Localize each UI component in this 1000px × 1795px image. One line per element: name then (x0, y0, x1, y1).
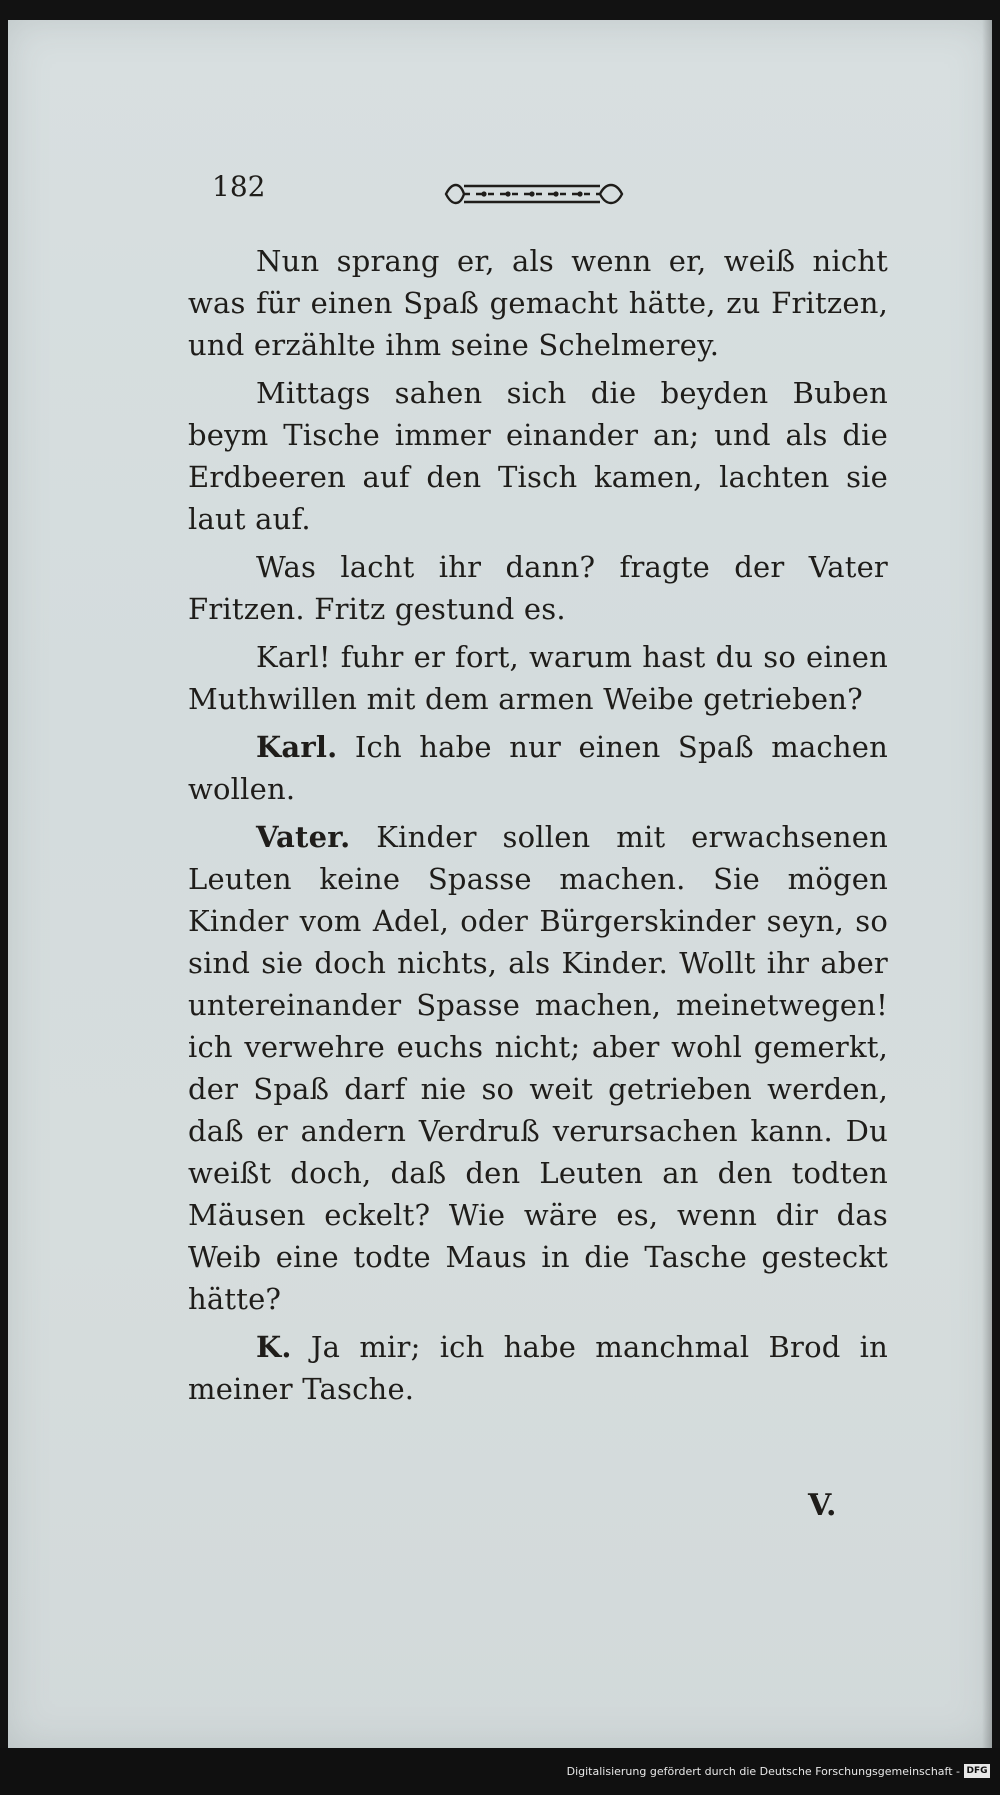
paragraph-text: Ja mir; ich habe manchmal Brod in meiner Tasche. (188, 1330, 888, 1406)
paragraph-text: Karl! fuhr er fort, warum hast du so einen Muthwillen mit dem armen Weibe getrieben? (188, 640, 888, 716)
dfg-logo: DFG (964, 1764, 990, 1778)
paragraph (188, 636, 888, 720)
paragraph-text: Kinder sollen mit erwachsenen Leuten keine Spasse machen. Sie mögen Kinder vom Adel, oder Bürgerskinder seyn, so sind sie doch nichts, als Kinder. Wollt ihr aber untereinander Spasse machen, meinetwegen! ich verwehre euchs nicht; aber wohl gemerkt, der Spaß darf nie so weit getrieben werden, daß er andern Verdruß verursachen kann. Du weißt doch, daß den Leuten an den todten Mäusen eckelt? Wie wäre es, wenn dir das Weib eine todte Maus in die Tasche gesteckt hätte? (188, 820, 888, 1316)
paragraph-text: Ich habe nur einen Spaß machen wollen. (188, 730, 888, 806)
ornament-headpiece-icon (440, 176, 630, 212)
speaker-label: Karl. (256, 730, 338, 764)
paragraph-text: Nun sprang er, als wenn er, weiß nicht was für einen Spaß gemacht hätte, zu Fritzen, und erzählte ihm seine Schelmerey. (188, 244, 888, 362)
paragraph-text: Was lacht ihr dann? fragte der Vater Fritzen. Fritz gestund es. (188, 550, 888, 626)
page-number: 182 (212, 170, 266, 203)
paragraph (188, 372, 888, 540)
page-edge-shadow (982, 20, 992, 1748)
paragraph-text: Mittags sahen sich die beyden Buben beym Tische immer einander an; und als die Erdbeeren auf den Tisch kamen, lachten sie laut auf. (188, 376, 888, 536)
paragraph (188, 1326, 888, 1410)
catchword: V. (808, 1488, 837, 1523)
paragraph (188, 240, 888, 366)
speaker-label: K. (256, 1330, 292, 1364)
paragraph (188, 726, 888, 810)
speaker-label: Vater. (256, 820, 351, 854)
body-text (188, 240, 888, 1416)
paragraph (188, 546, 888, 630)
paragraph (188, 816, 888, 1320)
digitization-credit: Digitalisierung gefördert durch die Deutsche Forschungsgemeinschaft - (566, 1765, 960, 1778)
